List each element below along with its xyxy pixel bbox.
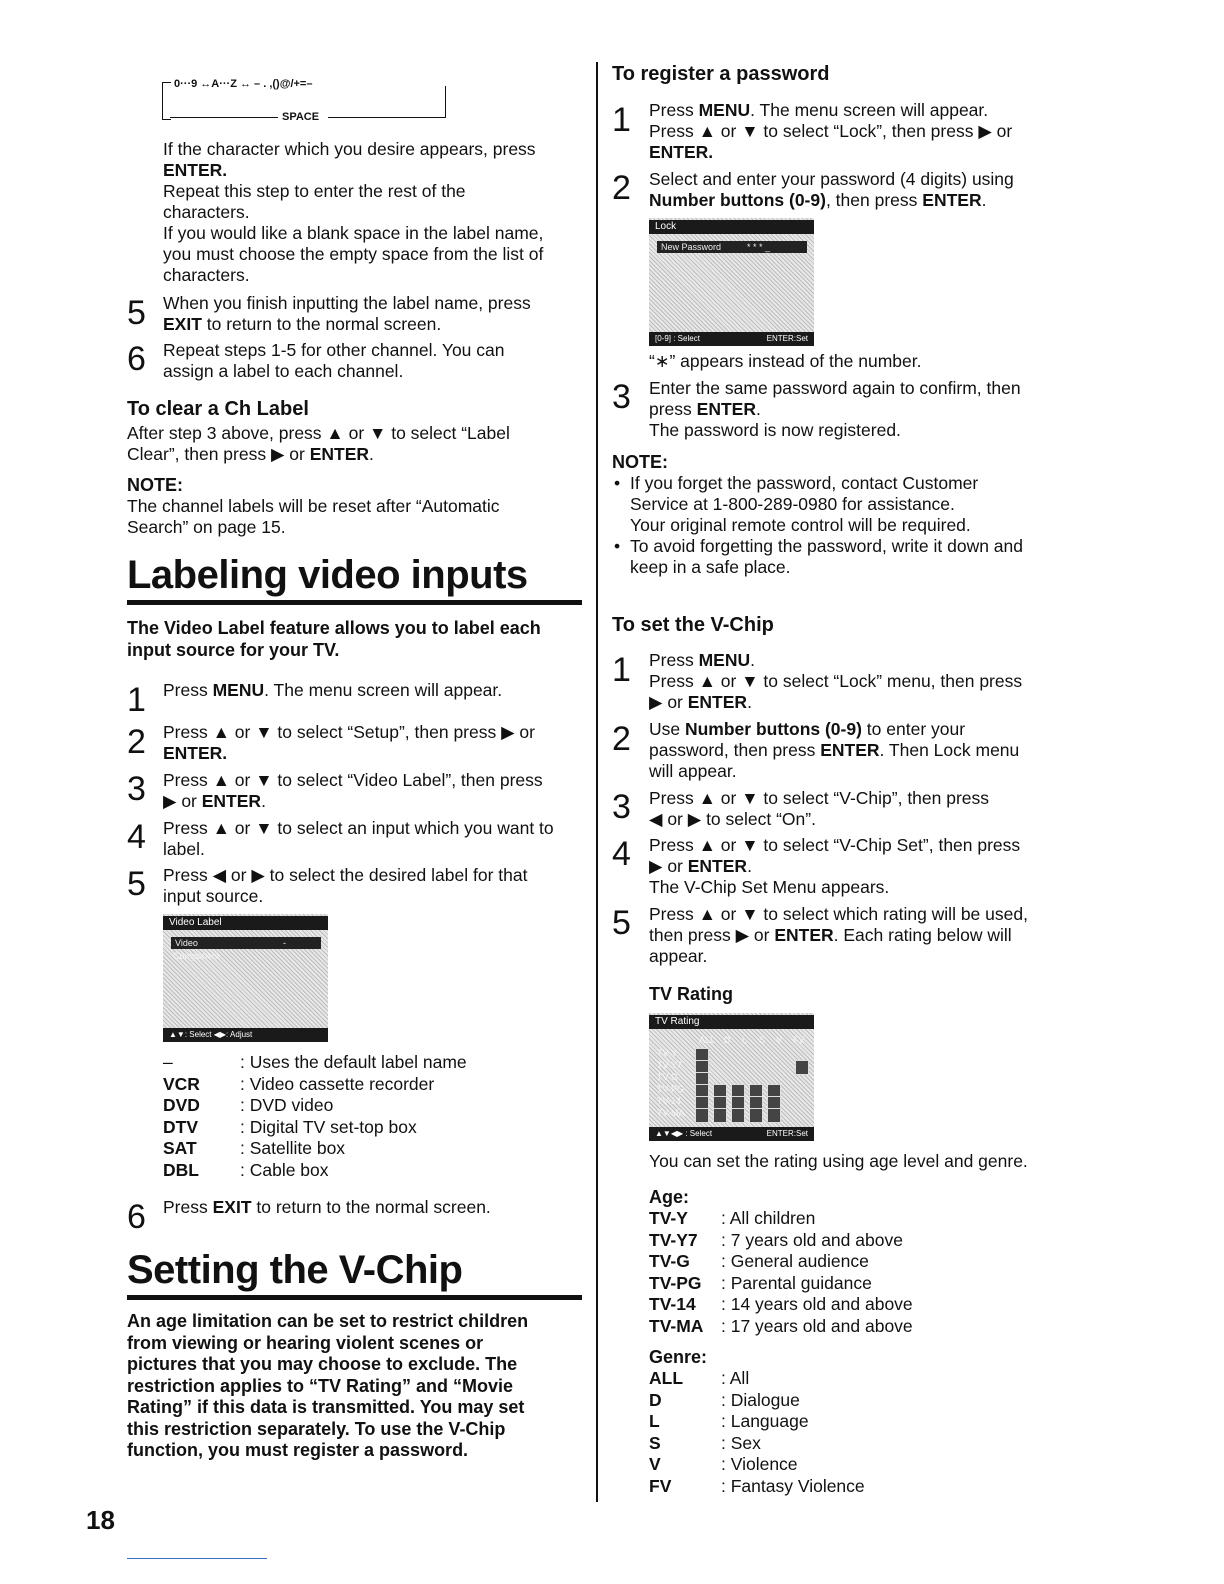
text-line: ◀ or ▶ to select “On”. [649,809,816,829]
term: DTV [163,1116,198,1137]
vstep6-text [163,1197,491,1218]
text-span: then press ▶ or [649,925,775,945]
text-line: Press ▲ or ▼ to select “V-Chip”, then press [649,788,990,808]
genre-heading: Genre: [649,1347,708,1367]
bold-term: MENU [698,650,751,670]
text-line: pictures that you may choose to exclude. The [127,1354,518,1374]
page-number: 18 [86,1505,115,1535]
list-item [612,473,1072,536]
list-item [649,1273,1069,1295]
osd-footer-right: ENTER:Set [766,1129,808,1138]
text-line: Repeat steps 1-5 for other channel. You can [163,340,505,360]
definition: : All [721,1368,750,1388]
text-span: . [261,791,266,811]
column-divider [596,62,598,1502]
note-text [127,496,577,538]
genre-definitions [649,1368,1069,1497]
term: TV-MA [649,1315,704,1336]
text-line: Press ▲ or ▼ to select “Video Label”, then press [163,770,543,790]
text-line: After step 3 above, press ▲ or ▼ to select “Label [127,423,510,443]
osd-footer [649,1127,814,1141]
osd-footer-right: ENTER:Set [766,334,808,343]
step-number: 4 [127,818,146,856]
lock-icon [695,1108,709,1123]
term: TV-PG [649,1272,702,1293]
vstep2-text [163,722,535,764]
vc-step1-text [649,650,1069,713]
list-item [649,1390,1069,1412]
list-item [649,1476,1069,1498]
step4-continuation [163,139,583,286]
osd-footer-left: [0-9] : Select [655,334,700,343]
text-span: . Then Lock menu [879,740,1020,760]
section-title-vchip: Setting the V-Chip [127,1248,463,1292]
term: TV-14 [649,1294,696,1314]
definition: : DVD video [240,1095,334,1115]
reg-step2-text [649,169,1069,211]
text-line: this restriction separately. To use the V-Chip [127,1418,506,1439]
text-line: Press ▲ or ▼ to select which rating will be used, [649,904,1028,924]
text-line: Press ◀ or ▶ to select the desired label for that [163,865,528,885]
step-number: 5 [612,904,631,942]
title-rule [127,1295,582,1300]
term: VCR [163,1073,200,1094]
osd-row-label: TV-14 [657,1096,682,1106]
term: TV-Y [649,1208,688,1228]
list-item [649,1368,1069,1390]
osd-col-header: S [759,1035,766,1045]
list-item [649,1230,1069,1252]
note-heading: NOTE: [612,452,668,472]
list-item [649,1316,1069,1338]
list-item [163,1160,583,1182]
text-line: keep in a safe place. [630,557,791,577]
age-heading: Age: [649,1187,689,1207]
text-line: Press ▲ or ▼ to select “Setup”, then press ▶ or [163,722,535,742]
step-number: 6 [127,340,146,378]
osd-col-header: V [776,1035,783,1045]
osd-col-header: L [742,1035,748,1045]
text-span: ▶ or [649,692,688,712]
osd-title: Lock [649,220,814,234]
step-number: 5 [127,865,146,903]
osd-row-component: Component [173,951,220,961]
text-line: label. [163,839,205,859]
list-item [649,1433,1069,1455]
text-span: . [747,692,752,712]
term: TV-G [649,1251,690,1271]
list-item [163,1117,583,1139]
bold-term: ENTER [201,791,262,811]
text-line: input source for your TV. [127,639,340,660]
osd-row-label: TV-G [657,1072,679,1082]
step-number: 2 [612,720,631,758]
vstep3-text [163,770,543,812]
text-span: ▶ or [163,791,202,811]
term: V [649,1454,661,1474]
definition: : Dialogue [721,1389,800,1410]
vc-step3-text [649,788,1069,830]
step5-text [163,293,583,335]
character-cycle-diagram [160,72,450,124]
reg-step1-text [649,100,1069,163]
list-item [649,1251,1069,1273]
text-span: ▶ or [649,856,688,876]
text-span: Press [163,1197,213,1217]
term: FV [649,1475,672,1496]
clear-label-text [127,423,577,465]
text-line: assign a label to each channel. [163,361,404,381]
definition: : 17 years old and above [721,1315,913,1336]
text-line: Your original remote control will be required. [630,515,971,535]
text-span: Press [649,650,699,670]
text-line: If the character which you desire appears, press [163,139,536,159]
reg-step3-text [649,378,1069,441]
definition: : Language [721,1411,809,1431]
text-span: . [747,856,752,876]
space-label: SPACE [282,111,320,123]
osd-title: Video Label [163,916,328,930]
text-line: from viewing or hearing violent scenes or [127,1332,484,1353]
bold-term: MENU [212,680,265,700]
osd-row-video [171,937,321,949]
step-number: 3 [612,788,631,826]
text-line: The Video Label feature allows you to label each [127,618,541,638]
step-number: 5 [127,294,146,332]
list-item [649,1411,1069,1433]
definition: : 7 years old and above [721,1229,903,1250]
osd-col-header: D [724,1035,731,1045]
bold-term: EXIT [212,1197,252,1217]
lock-password-screen [649,218,814,346]
age-definitions [649,1208,1069,1337]
text-line: Search” on page 15. [127,517,286,537]
bold-term: ENTER [696,399,756,419]
list-item [163,1138,583,1160]
character-sequence: 0···9 ↔A···Z ↔ – . ,()@/+=– [174,78,313,90]
osd-row-value: * * * _ [747,242,771,252]
osd-row-new-password [657,241,807,253]
vc-step2-text [649,719,1069,782]
osd-row-label: TV-Y [657,1048,678,1058]
text-line: If you would like a blank space in the label name, [163,223,544,243]
text-span: . Each rating below will [833,925,1012,945]
vstep4-text [163,818,554,860]
register-password-heading: To register a password [612,63,830,85]
bold-term: ENTER [922,190,982,210]
text-line: Press ▲ or ▼ to select “Lock”, then press ▶ or [649,121,1013,141]
text-line: characters. [163,202,250,222]
osd-row-label: TV-MA [657,1108,685,1118]
term: D [649,1389,662,1410]
text-span: Press [649,100,699,120]
text-line: Enter the same password again to confirm, then [649,378,1021,398]
password-notes [612,473,1072,578]
tv-rating-caption: You can set the rating using age level and genre. [649,1151,1028,1171]
definition: : Cable box [240,1159,329,1180]
lock-icon [749,1108,763,1123]
text-line: ENTER. [163,743,228,763]
definition: : All children [721,1208,816,1228]
term: SAT [163,1138,197,1158]
vstep5-text [163,865,527,907]
list-item [649,1454,1069,1476]
note-heading: NOTE: [127,475,183,495]
text-line: will appear. [649,761,737,781]
definition: : Violence [721,1454,798,1474]
text-line: Select and enter your password (4 digits) using [649,169,1014,189]
list-item [649,1208,1069,1230]
title-rule [127,600,582,605]
video-intro [127,618,587,661]
text-span: . The menu screen will appear. [264,680,503,700]
text-line: • If you forget the password, contact Customer [630,473,979,493]
text-line: The channel labels will be reset after “Automatic [127,496,500,516]
lock-icon [795,1060,809,1075]
text-line: Service at 1-800-289-0980 for assistance. [630,494,955,514]
tv-rating-heading: TV Rating [649,984,733,1004]
osd-row-label: TV-PG [657,1084,685,1094]
osd-row-label: Video [175,938,198,948]
osd-col-header: ALL [699,1035,716,1045]
step-number: 1 [612,651,631,689]
term: S [649,1432,661,1453]
step-number: 1 [612,101,631,139]
term: L [649,1411,660,1431]
label-definitions [163,1052,583,1181]
text-span: Press [163,680,213,700]
text-span: . [750,650,756,670]
vstep1-text [163,680,502,701]
text-span: Use [649,719,685,739]
lock-icon [767,1108,781,1123]
text-line: Press ▲ or ▼ to select “Lock” menu, then press [649,671,1023,691]
text-line: Repeat this step to enter the rest of the [163,181,466,201]
bold-term: ENTER [687,856,748,876]
text-line: characters. [163,265,250,285]
list-item [163,1095,583,1117]
osd-title: TV Rating [649,1015,814,1029]
vc-step4-text [649,835,1069,898]
bold-term: ENTER [687,692,748,712]
text-span: , then press [825,190,923,210]
definition: : Uses the default label name [240,1052,467,1072]
step-number: 2 [127,723,146,761]
bold-term: ENTER [774,925,834,945]
text-line: The V-Chip Set Menu appears. [649,877,890,897]
video-label-screen [163,914,328,1042]
text-span: Clear”, then press ▶ or [127,444,310,464]
list-item [163,1052,583,1074]
text-span: to enter your [861,719,966,739]
text-span: . [755,399,761,419]
step6-text [163,340,583,382]
text-span: press [649,399,697,419]
text-line: The password is now registered. [649,420,901,440]
tv-rating-screen [649,1013,814,1141]
osd-row-label: TV-Y7 [657,1060,683,1070]
definition: : General audience [721,1251,869,1271]
bold-term: ENTER [820,740,880,760]
term: TV-Y7 [649,1229,698,1250]
definition: : 14 years old and above [721,1294,913,1314]
text-span: . [369,444,374,464]
lock-icon [713,1108,727,1123]
vc-step5-text [649,904,1069,967]
clear-label-heading: To clear a Ch Label [127,398,309,420]
step-number: 1 [127,681,146,719]
text-line: input source. [163,886,264,906]
text-line: ENTER. [649,142,714,162]
text-line: Press ▲ or ▼ to select an input which you want to [163,818,554,838]
list-item [649,1294,1069,1316]
term: – [163,1052,173,1072]
text-line: When you finish inputting the label name, press [163,293,531,313]
bold-term: EXIT [163,314,202,334]
bold-term: Number buttons (0-9) [684,719,862,739]
footer-link-line [127,1558,267,1559]
section-title-video: Labeling video inputs [127,553,528,597]
text-line: appear. [649,946,708,966]
set-vchip-heading: To set the V-Chip [612,614,774,636]
text-span: to return to the normal screen. [251,1197,491,1217]
definition: : Satellite box [240,1138,346,1158]
text-line: Press ▲ or ▼ to select “V-Chip Set”, then press [649,835,1021,855]
list-item [163,1074,583,1096]
step-number: 6 [127,1198,146,1236]
definition: : Sex [721,1432,761,1453]
definition: : Digital TV set-top box [240,1116,417,1137]
text-line: function, you must register a password. [127,1440,469,1460]
lock-icon [731,1108,745,1123]
step-number: 4 [612,835,631,873]
definition: : Fantasy Violence [721,1475,865,1496]
text-span: . [981,190,987,210]
term: DBL [163,1159,199,1180]
text-line: An age limitation can be set to restrict children [127,1311,529,1331]
osd-col-header: FV [793,1035,805,1045]
bold-term: ENTER [309,444,370,464]
bold-term: Number buttons (0-9) [649,190,826,210]
term: ALL [649,1368,684,1388]
osd-row-value: - [283,938,286,948]
text-line: • To avoid forgetting the password, write it down and [630,536,1023,556]
text-span: to return to the normal screen. [201,314,442,334]
step-number: 3 [127,770,146,808]
definition: : Video cassette recorder [240,1073,435,1094]
bold-term: MENU [698,100,751,120]
osd-footer [649,332,814,346]
vchip-intro [127,1311,587,1462]
text-span: password, then press [649,740,821,760]
osd-row-label: New Password [661,242,722,252]
definition: : Parental guidance [721,1272,872,1293]
text-line: restriction applies to “TV Rating” and “Movie [127,1375,514,1396]
term: DVD [163,1095,200,1115]
text-line: Rating” if this data is transmitted. You may set [127,1397,525,1417]
list-item [612,536,1072,578]
step-number: 2 [612,169,631,207]
osd-footer-left: ▲▼◀▶ : Select [655,1129,713,1138]
star-note: “∗” appears instead of the number. [649,351,922,371]
step-number: 3 [612,378,631,416]
text-line: ENTER. [163,160,228,180]
text-span: . The menu screen will appear. [750,100,989,120]
osd-footer: ▲▼: Select ◀▶: Adjust [163,1028,328,1042]
text-line: you must choose the empty space from the list of [163,244,544,264]
